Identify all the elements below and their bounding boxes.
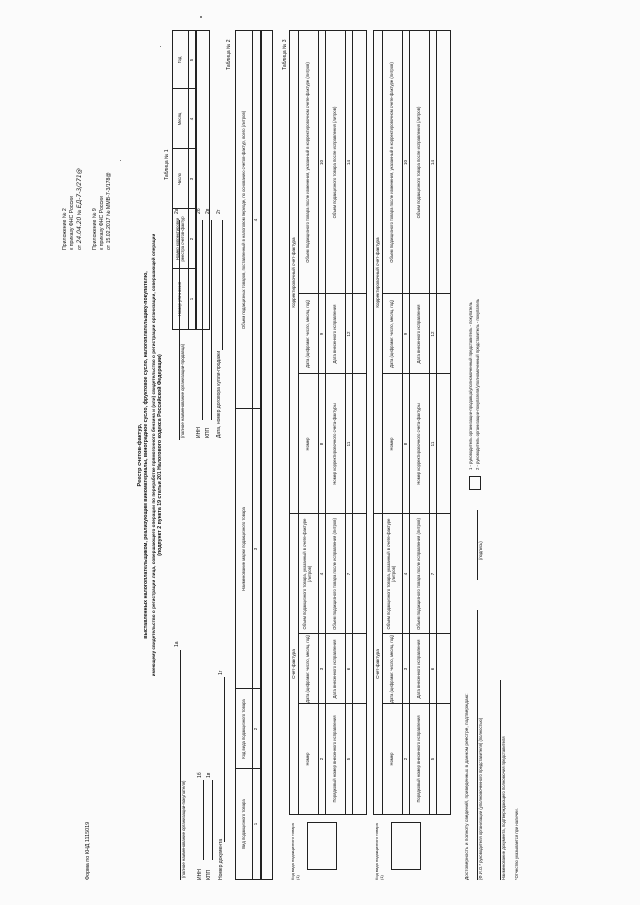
contract-label: Дата, номер договора купли-продажи [216,350,222,438]
marker-1g: 1г [218,670,224,675]
t2-h1: Вид подакцизного товара [240,799,246,849]
signature-caption: (подпись) [478,541,483,560]
t3b-date: Дата (цифрами: число, месяц, год) [388,635,394,703]
title-line-3: имеющему свидетельство о регистрации лица, совершающего операции по переработке прямогонного бензина и (или) свидетельство о регистрации организации, совершающей операции [151,233,156,677]
t2-h4: Объем подакцизных товаров, поставленный в налоговом периоде, по основанию счетов-фактур, всего (литров) [240,110,246,330]
table1-data-row [196,30,210,330]
kpp-line [212,780,213,860]
kpp2-label: КПП [205,427,211,438]
t3b-fixno: Порядковый номер внесенного исправления [415,715,421,803]
t1-h2: Номер корректировки реестра счетов-фактур [174,216,185,262]
t2-n3: 3 [253,547,259,551]
table3-caption: Таблица № 3 [282,39,288,70]
title-line-2: выставленных налогоплательщиком, реализующим виноматериалы, виноградное сусло, фруктовое сусло, налогоплательщику-покупателю, [143,271,149,639]
t1-h1: Номер уточнения [177,282,183,316]
t3a-vol: Объем подакцизного товара, указанный в счете-фактуре (литров) [302,518,312,630]
t3a-ksf-label: Корректировочный счет-фактура [291,237,297,308]
t3a-side-box [307,822,337,870]
t3b-m2: 6 [429,667,435,671]
appendix-line-1: Приложение № 2 [62,208,68,250]
t3b-ksf-label: Корректировочный счет-фактура [375,237,381,308]
marker-2g: 2г [216,209,222,214]
t3b-num: Номер [388,752,394,766]
role-code-2: 2 - руководитель организации-покупателя/уполномоченный представитель - покупатель [475,298,480,470]
t3a-m3: 7 [345,572,351,576]
reliability-text: Достоверность и полноту сведений, приведенных в данном реестре, подтверждаю: [465,693,470,880]
role-code-box[interactable] [469,476,481,490]
t2-h2: Код вида подакцизного товара [240,699,246,759]
t3a-date: Дата (цифрами: число, месяц, год) [304,635,310,703]
appendix-line-5: к приказу ФНС России [99,196,105,250]
marker-1b: 1б [197,772,203,778]
docno-line [224,677,225,842]
t3b-n5: 9 [402,332,408,336]
handwritten-number: ЕД-7-3/271@ [76,168,83,209]
kpp-label: КПП [206,869,212,880]
t3b-kvol: Объем подакцизного товара после изменения, указанный в корректировочном счете-фактуре (литров) [388,62,394,263]
t1-n4: 4 [188,117,194,121]
t3b-n2: 3 [402,667,408,671]
appendix-from: от [77,244,83,250]
t3b-vol: Объем подакцизного товара, указанный в счете-фактуре (литров) [386,518,396,630]
t3a-m4: 11 [345,441,351,447]
t3b-side-label: Код вида подакцизного товара (1) [374,823,384,880]
t3a-fixkdate: Дата внесенного исправления [331,304,337,364]
t2-n2: 2 [253,727,259,731]
t3b-m5: 12 [429,331,435,337]
t3b-fixkno: Номер корректировочного счета-фактуры [415,403,421,485]
role-code-1: 1 - руководитель организации-продавца/уполномоченный представитель - покупатель [468,302,473,470]
title-line-4: (подпункт 2 пункта 19 статьи 201 Налогового кодекса Российской Федерации) [157,354,163,556]
table2 [235,30,261,880]
appendix-line-6: от 15.02.2017 № ММВ-7-3/178@ [106,172,112,250]
docno-label: Номер документа [218,838,224,880]
t3a-n3: 4 [318,572,324,576]
t2-n1: 1 [253,822,259,826]
t3a-num: Номер [304,752,310,766]
t3a-n4: 8 [318,442,324,446]
t3a-knum: Номер [304,437,310,451]
t3a-fixno: Порядковый номер внесенного исправления [331,715,337,803]
t3b-fixdate: Дата внесенного исправления [415,639,421,699]
table2-caption: Таблица № 2 [226,39,232,70]
t3a-side-label: Код вида подакцизного товара (1) [290,823,300,880]
inn-label: ИНН [197,869,203,880]
table3-block-a [289,30,367,815]
t2-h3: Наименование марки подакцизного товара [240,507,246,591]
appendix-line-3 [77,168,84,250]
t3a-m6: 14 [345,160,351,166]
contract-line [222,220,223,350]
t3a-n5: 9 [318,332,324,336]
t3b-fixvol: Объем подакцизного товара после исправления (литров) [415,518,421,630]
title-line-1: Реестр счетов-фактур, [137,423,143,487]
table3-block-b [373,30,451,815]
doc-caption: Наименование документа, подтверждающего полномочия представителя [501,736,506,880]
t3a-kvol: Объем подакцизного товара после изменения, указанный в корректировочном счете-фактуре (литров) [304,62,310,263]
t3b-n4: 8 [402,442,408,446]
t1-n3: 3 [188,177,194,181]
inn-line [203,780,204,860]
t3b-sf-label: Счет-фактура [375,649,381,679]
t3a-m1: 5 [345,757,351,761]
table2-data-row [261,30,273,880]
t1-n5: 5 [188,58,194,62]
t3b-m6: 14 [429,160,435,166]
t3b-knum: Номер [388,437,394,451]
scan-speck [200,16,202,18]
t3a-n1: 2 [318,757,324,761]
t3b-n6: 10 [402,160,408,166]
handwritten-date: 24.04.20 [76,216,83,244]
marker-2a: 2а [174,208,180,214]
appendix-no: № [77,209,83,216]
t3b-n3: 4 [402,572,408,576]
t3b-fixkdate: Дата внесенного исправления [415,304,421,364]
t3a-fixkno: Номер корректировочного счета-фактуры [331,403,337,485]
rotated-form [45,20,605,890]
t1-n2: 2 [188,237,194,241]
t3b-side-box [391,822,421,870]
appendix-line-4: Приложение № 9 [92,208,98,250]
footnote: *Отчество указывается при наличии. [514,808,519,880]
inn2-label: ИНН [196,427,202,438]
t3a-fixkvol: Объем подакцизного товара после исправления (литров) [331,106,337,219]
t3a-sf-label: Счет-фактура [291,649,297,679]
table1 [172,30,196,330]
t3a-n2: 3 [318,667,324,671]
t2-n4: 4 [253,218,259,222]
t3b-m1: 5 [429,757,435,761]
t1-h5: Год [177,56,183,64]
marker-1a: 1а [174,641,180,647]
t3a-m5: 12 [345,331,351,337]
kpp2-line [211,220,212,420]
t1-h4: Месяц [177,112,183,126]
t3a-kdate: Дата (цифрами: число, месяц, год) [304,300,310,368]
t3a-fixvol: Объем подакцизного товара после исправления (литров) [331,518,337,630]
table1-caption: Таблица № 1 [164,149,170,180]
t3b-fixkvol: Объем подакцизного товара после исправления (литров) [415,106,421,219]
t3a-n6: 10 [318,160,324,166]
t3b-m3: 7 [429,572,435,576]
t3b-kdate: Дата (цифрами: число, месяц, год) [388,300,394,368]
t3b-n1: 2 [402,757,408,761]
t1-n1: 1 [188,297,194,301]
t3a-m2: 6 [345,667,351,671]
marker-2v: 2в [205,208,211,214]
t3a-fixdate: Дата внесенного исправления [331,639,337,699]
sign-name-caption: (Ф.И.О.* руководителя организации (уполномоченного представителя) (полностью) [478,717,483,880]
seller-name-caption: (полное наименование организации-покупателя) [181,780,186,878]
form-code: Форма по КНД 1115019 [85,821,91,880]
marker-1c: 1в [206,772,212,778]
marker-2b: 2б [196,208,202,214]
t3b-m4: 11 [429,441,435,447]
appendix-line-2: к приказу ФНС России [69,196,75,250]
buyer-name-caption: (полное наименование организации-продавца) [180,343,185,438]
t1-h3: Число [177,172,183,186]
